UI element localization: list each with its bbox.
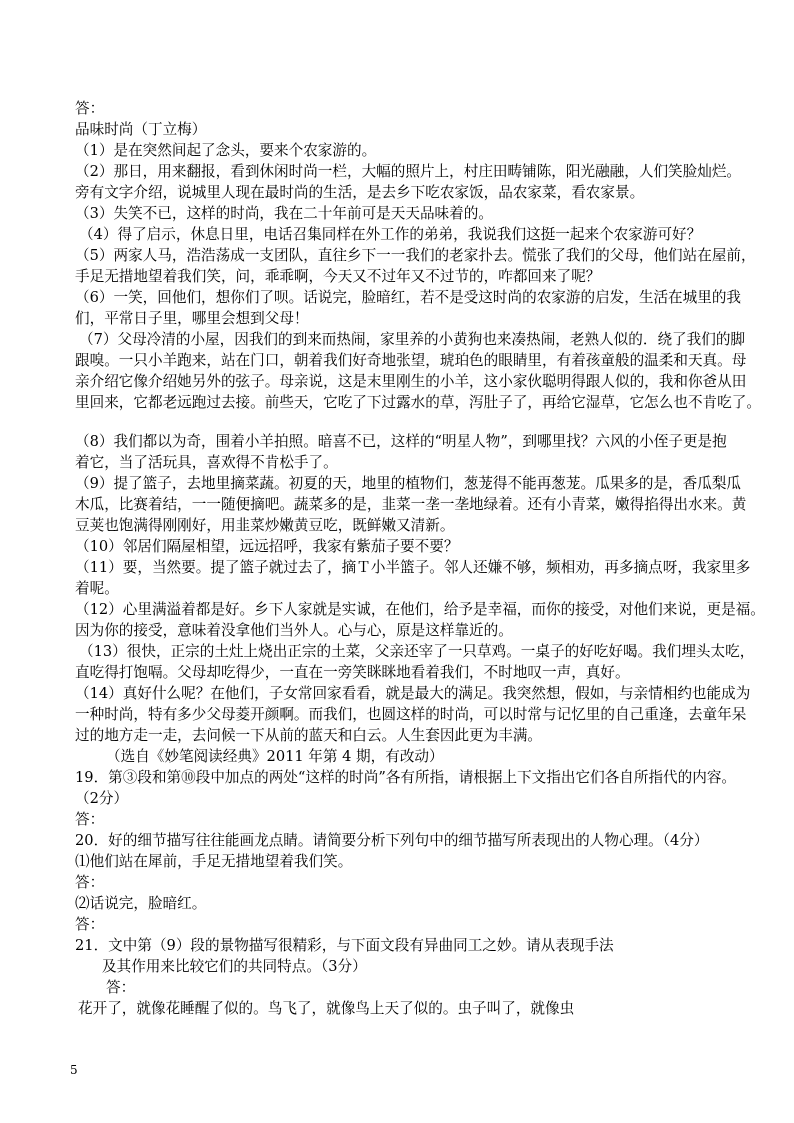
l-23: （12）心里满溢着都是好。乡下人家就是实诚，在他们，给予是幸福，而你的接受，对他们来说，更是福。 (75, 601, 765, 618)
l-24: 因为你的接受，意味着没拿他们当外人。心与心，原是这样靠近的。 (75, 622, 513, 639)
l-11: （7）父母冷清的小屋，因我们的到来而热闹，家里养的小黄狗也来凑热闹，老熟人似的．绕了我们的脚 (79, 331, 746, 348)
l-20: （10）邻居们隔屋相望，远远招呼，我家有紫茄子要不要？ (75, 538, 459, 555)
l-31: 19．第③段和第⑩段中加点的两处“这样的时尚”各有所指，请根据上下文指出它们各自所指代的内容。 (75, 769, 737, 786)
l-21: （11）要，当然要。提了篮子就过去了，摘Ｔ小半篮子。邻人还嫌不够，频相劝，再多摘点呀，我家里多 (75, 559, 751, 576)
l-3: （2）那日，用来翻报，看到休闲时尚一栏，大幅的照片上，村庄田畴铺陈，阳光融融，人们笑脸灿烂。 (75, 163, 742, 180)
l-42: 花开了，就像花睡醒了似的。鸟飞了，就像鸟上天了似的。虫子叫了，就像虫 (78, 1000, 575, 1017)
l-35: ⑴他们站在犀前，手足无措地望着我们笑。 (75, 853, 353, 870)
l-33: 答： (75, 811, 105, 828)
l-41: 答： (106, 979, 136, 996)
l-29: 过的地方走一走，去问候一下从前的蓝天和白云。人生套因此更为丰满。 (75, 727, 543, 744)
l-19: 豆荚也饱满得刚刚好，用韭菜炒嫩黄豆吃，既鲜嫩又清新。 (75, 517, 455, 534)
l-7: （5）两家人马，浩浩荡成一支团队，直往乡下一一我们的老家扑去。慌张了我们的父母，他们站在屋前， (75, 247, 756, 264)
l-6: （4）得了启示，休息日里，电话召集同样在外工作的弟弟，我说我们这挺一起来个农家游可好？ (79, 226, 702, 243)
l-26: 直吃得打饱嗝。父母却吃得少，一直在一旁笑眯眯地看着我们，不时地叹一声，真好。 (75, 664, 630, 681)
l-0: 答： (75, 100, 105, 117)
l-38: 答： (75, 916, 105, 933)
l-2: （1）是在突然间起了念头，要来个农家游的。 (75, 142, 377, 159)
l-8: 手足无措地望着我们笑，问，乖乖啊，今天又不过年又不过节的，咋都回来了呢？ (75, 268, 601, 285)
l-13: 亲介绍它像介绍她另外的弦子。母亲说，这是末里刚生的小羊，这小家伙聪明得跟人似的，我和你爸从田 (75, 373, 747, 390)
l-30: （选自《妙笔阅读经典》2011 年第 4 期，有改动） (106, 748, 444, 765)
l-37: ⑵话说完，脸暗红。 (75, 895, 207, 912)
l-40: 及其作用来比较它们的共同特点。（3分） (102, 958, 367, 975)
l-15: （8）我们都以为奇，围着小羊拍照。暗喜不已，这样的“明星人物”，到哪里找？六风的小侄子更是抱 (75, 433, 727, 450)
l-39: 21．文中第（9）段的景物描写很精彩，与下面文段有异曲同工之妙。请从表现手法 (75, 937, 614, 954)
l-17: （9）提了篮子，去地里摘菜蔬。初夏的天，地里的植物们，葱茏得不能再葱茏。瓜果多的是，香瓜梨瓜 (75, 475, 742, 492)
l-12: 跟嗅。一只小羊跑来，站在门口，朝着我们好奇地张望，琥珀色的眼睛里，有着孩童般的温柔和天真。母 (75, 352, 747, 369)
l-1: 品味时尚（丁立梅） (75, 121, 207, 138)
l-36: 答： (75, 874, 105, 891)
l-5: （3）失笑不已，这样的时尚，我在二十年前可是天天品味着的。 (75, 205, 493, 222)
l-16: 着它，当了活玩具，喜欢得不肯松手了。 (75, 454, 338, 471)
page-number: 5 (70, 1063, 78, 1077)
l-9: （6）一笑，回他们，想你们了呗。话说完，脸暗红，若不是受这时尚的农家游的启发，生活在城里的我 (75, 289, 742, 306)
l-28: 一种时尚，特有多少父母菱开颜啊。而我们，也圆这样的时尚，可以时常与记忆里的自己重逢，去童年呆 (75, 706, 747, 723)
l-14: 里回来，它都老远跑过去接。前些天，它吃了下过露水的草，泻肚子了，再给它湿草，它怎么也不肯吃了。 (75, 394, 761, 411)
l-25: （13）很快，正宗的土灶上烧出正宗的土菜，父亲还宰了一只草鸡。一桌子的好吃好喝。我们埋头太吃， (79, 643, 755, 660)
l-10: 们，平常日子里，哪里会想到父母！ (75, 310, 309, 327)
l-4: 旁有文字介绍，说城里人现在最时尚的生活，是去乡下吃农家饭，品农家菜，看农家景。 (75, 184, 645, 201)
l-27: （14）真好什么呢？在他们，子女常回家看看，就是最大的满足。我突然想，假如，与亲情相约也能成为 (75, 685, 751, 702)
l-18: 木瓜，比赛着结，一一随便摘吧。蔬菜多的是，韭菜一垄一垄地绿着。还有小青菜，嫩得掐得出水来。黄 (75, 496, 747, 513)
l-34: 20．好的细节描写往往能画龙点睛。请简要分析下列句中的细节描写所表现出的人物心理。（4分） (75, 832, 709, 849)
l-22: 着呢。 (75, 580, 119, 597)
l-32: （2分） (75, 790, 129, 807)
